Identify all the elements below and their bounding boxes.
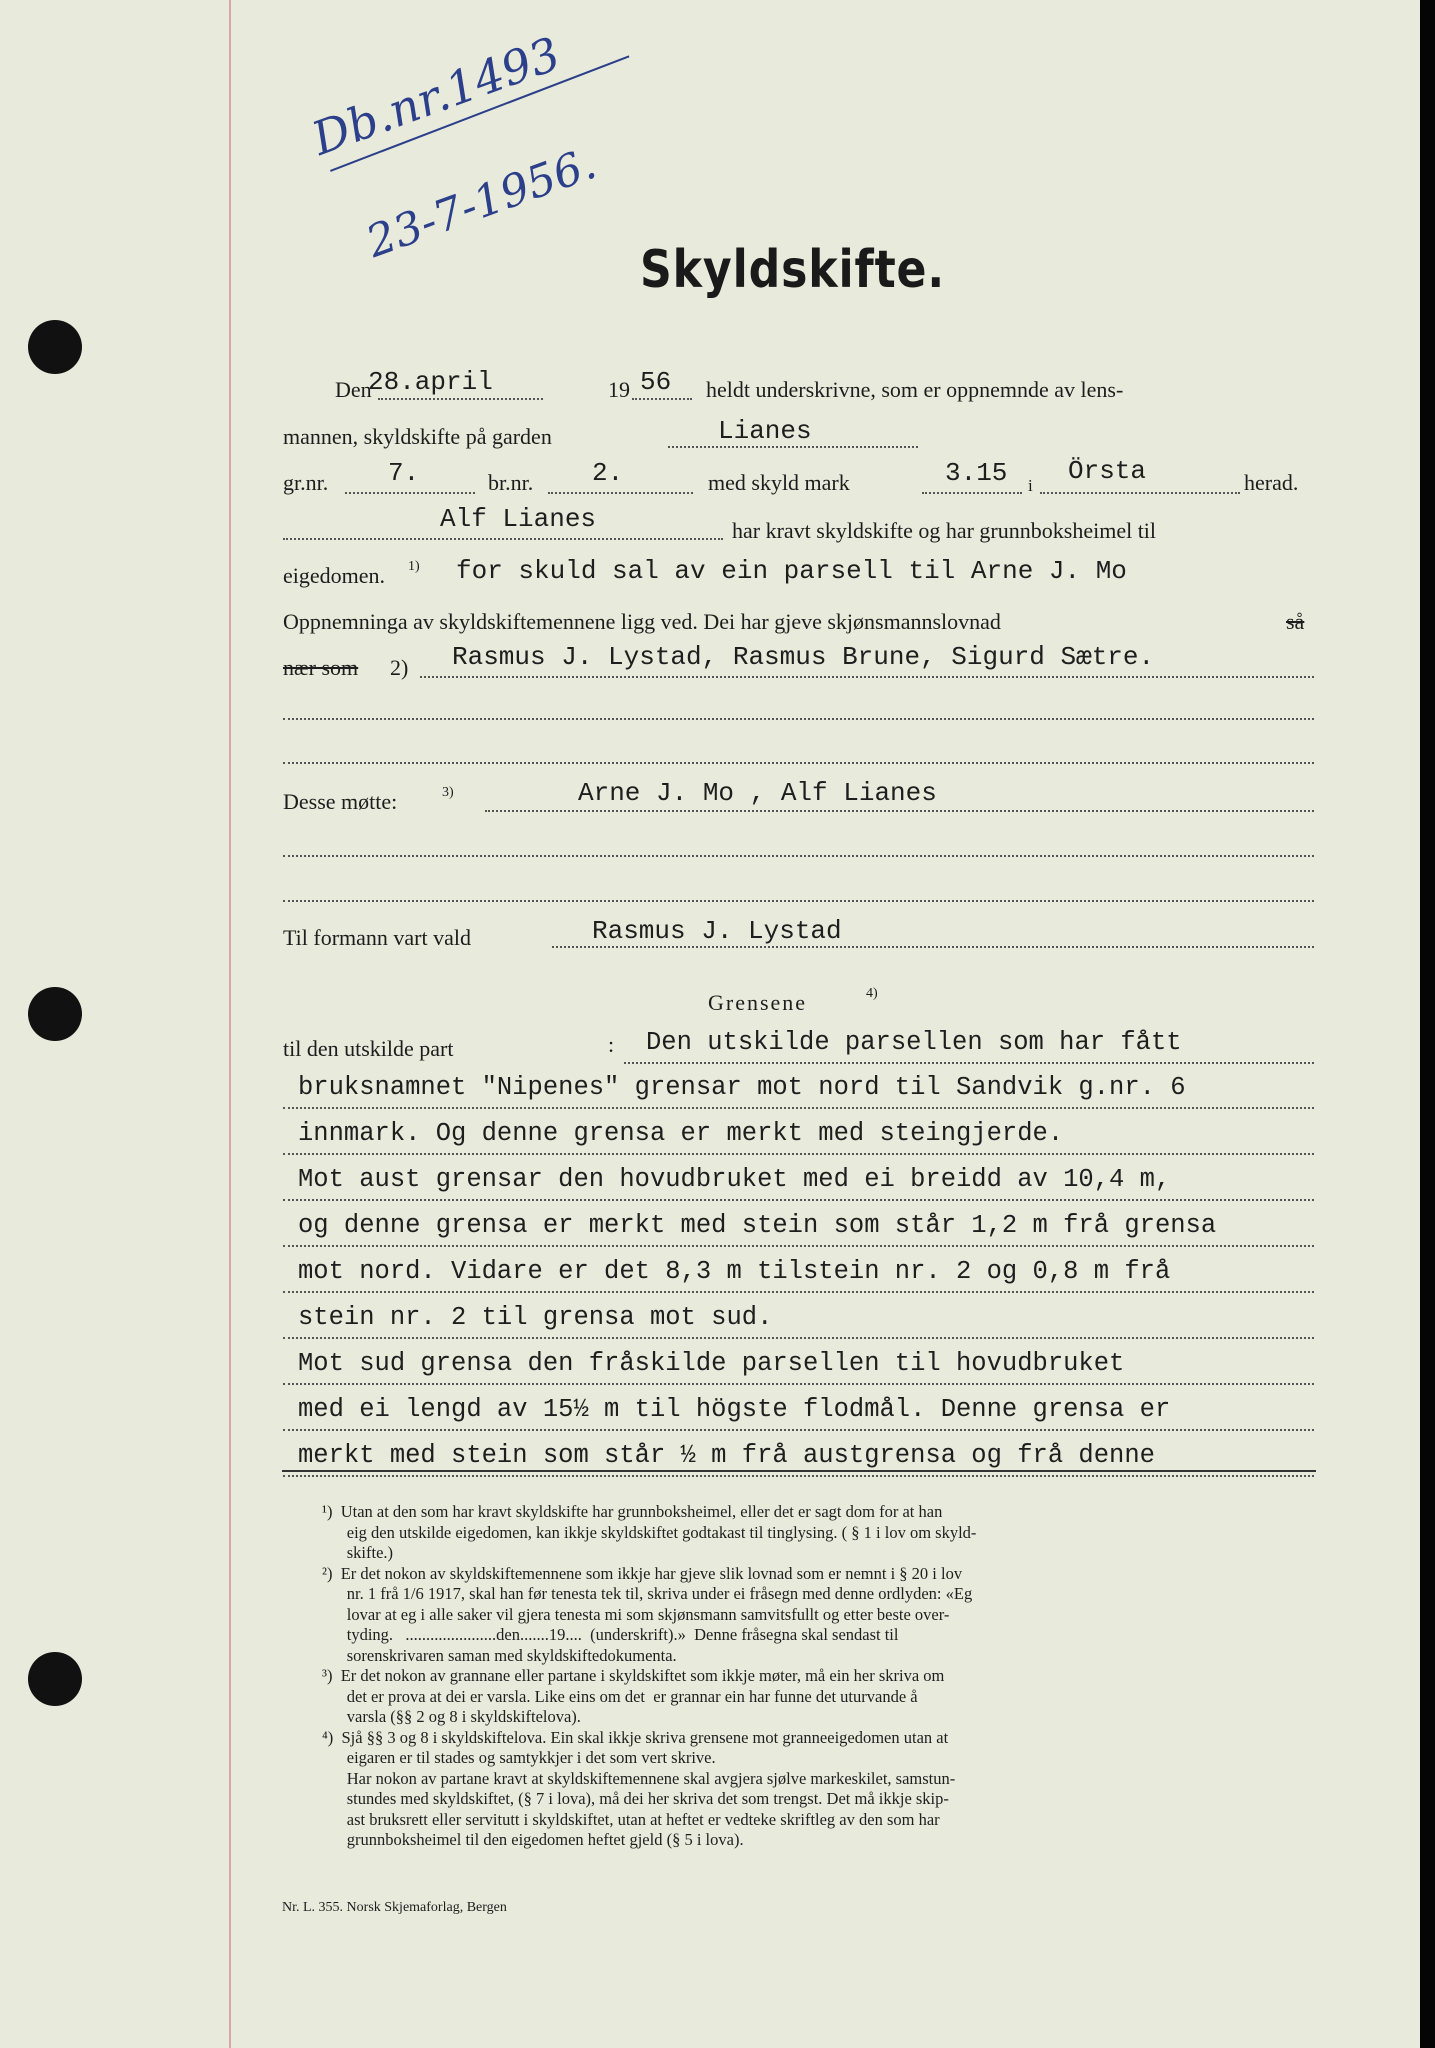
boundary-line: innmark. Og denne grensa er merkt med steingjerde. <box>298 1119 1064 1148</box>
punch-hole <box>28 1652 82 1706</box>
footnote-line: sorenskrivaren saman med skyldskiftedokumenta. <box>322 1645 677 1665</box>
boundary-line: med ei lengd av 15½ m til högste flodmål. Denne grensa er <box>298 1395 1171 1424</box>
footnote-line: ¹) Utan at den som har kravt skyldskifte har grunnboksheimel, eller det er sagt dom for at han <box>322 1502 943 1521</box>
boundary-line: Den utskilde parsellen som har fått <box>646 1028 1182 1057</box>
footnote-line: ³) Er det nokon av grannane eller partane i skyldskiftet som ikkje møter, må ein her skriva om <box>322 1666 945 1685</box>
eiged-value: for skuld sal av ein parsell til Arne J. Mo <box>456 556 1127 586</box>
margin-line <box>229 0 231 2048</box>
desse-label: Desse møtte: <box>283 789 398 814</box>
grensene-sup: 4) <box>866 986 878 1001</box>
handwritten-doc-number: Db.nr.1493 <box>305 26 568 166</box>
boundary-rule <box>283 1291 1314 1293</box>
boundary-line: merkt med stein som står ½ m frå austgrensa og frå denne <box>298 1441 1155 1470</box>
publisher-info: Nr. L. 355. Norsk Skjemaforlag, Bergen <box>282 1900 507 1915</box>
formann-value: Rasmus J. Lystad <box>592 916 842 946</box>
footnote-line: grunnboksheimel til den eigedomen heftet gjeld (§ 5 i lova). <box>322 1830 744 1849</box>
naer-som-strike: nær som <box>283 655 359 680</box>
boundary-line: Mot sud grensa den fråskilde parsellen til hovudbruket <box>298 1349 1125 1378</box>
footnote-line: tyding. ......................den.......19.... (underskrift).» Denne fråsegna skal sendast til <box>322 1625 899 1644</box>
footnote-line: nr. 1 frå 1/6 1917, skal han før tenesta tek til, skriva under ei fråsegn med denne ordlyden: «Eg <box>322 1584 973 1603</box>
boundary-rule <box>283 1153 1314 1155</box>
garden-value: Lianes <box>718 416 812 446</box>
claimant-value: Alf Lianes <box>440 504 597 534</box>
grensene-label: Grensene <box>708 990 808 1015</box>
herad-label: herad. <box>1244 470 1299 495</box>
grnr-label: gr.nr. <box>283 470 329 495</box>
oppnemning-text: Oppnemninga av skyldskiftemennene ligg ved. Dei har gjeve skjønsmannslovnad <box>283 609 1001 634</box>
intro-line2: mannen, skyldskifte på garden <box>283 424 552 449</box>
boundary-rule <box>283 1199 1314 1201</box>
den-label: Den <box>335 377 372 402</box>
boundary-rule <box>624 1062 1314 1064</box>
boundary-line: Mot aust grensar den hovudbruket med ei breidd av 10,4 m, <box>298 1165 1171 1194</box>
herad-value: Örsta <box>1068 456 1147 486</box>
footnote-line: Har nokon av partane kravt at skyldskiftemennene skal avgjera sjølve markeskilet, samstun- <box>322 1768 956 1788</box>
date-value: 28.april <box>368 367 493 397</box>
i-label: i <box>1028 476 1033 495</box>
footnote-line: ²) Er det nokon av skyldskiftemennene som ikkje har gjeve slik lovnad som er nemnt i § 20 i lov <box>322 1563 963 1583</box>
boundary-line: mot nord. Vidare er det 8,3 m tilstein nr. 2 og 0,8 m frå <box>298 1257 1171 1286</box>
boundary-rule <box>283 1383 1314 1385</box>
boundary-line: bruksnamnet "Nipenes" grensar mot nord til Sandvik g.nr. 6 <box>298 1073 1186 1102</box>
boundary-rule <box>283 1337 1314 1339</box>
boundary-line: stein nr. 2 til grensa mot sud. <box>298 1303 773 1332</box>
footnotes <box>322 1502 976 1851</box>
grnr-value: 7. <box>388 458 420 488</box>
desse-value: Arne J. Mo , Alf Lianes <box>578 778 937 808</box>
boundary-rule <box>283 1429 1314 1431</box>
eiged-label: eigedomen. <box>283 563 386 588</box>
formann-label: Til formann vart vald <box>283 925 471 950</box>
footnote-line: eig den utskilde eigedomen, kan ikkje skyldskiftet godtakast til tinglysing. ( § 1 i lov om skyld- <box>322 1522 977 1542</box>
footnote-line: skifte.) <box>322 1543 394 1562</box>
page-title: Skyldskifte. <box>640 240 946 300</box>
intro-line1: heldt underskrivne, som er oppnemnde av lens- <box>706 377 1124 402</box>
punch-hole <box>28 320 82 374</box>
boundary-rule <box>283 1245 1314 1247</box>
tilden-label: til den utskilde part <box>283 1036 454 1061</box>
footnote-line: eigaren er til stades og samtykkjer i det som vert skrive. <box>322 1748 716 1767</box>
footnote-line: lovar at eg i alle saker vil gjera tenesta mi som skjønsmann samvitsfullt og etter beste over- <box>322 1604 950 1624</box>
brnr-label: br.nr. <box>488 470 534 495</box>
year-value: 56 <box>640 367 672 397</box>
oppnemning-strike: så <box>1286 609 1305 634</box>
footnote-line: varsla (§§ 2 og 8 i skyldskiftelova). <box>322 1707 581 1726</box>
boundary-line: og denne grensa er merkt med stein som står 1,2 m frå grensa <box>298 1211 1217 1240</box>
footnote-line: ast bruksrett eller servitutt i skyldskiftet, utan at heftet er vedteke skriftleg av den som har <box>322 1809 940 1829</box>
punch-hole <box>28 987 82 1041</box>
skyld-value: 3.15 <box>945 458 1008 488</box>
year-prefix: 19 <box>608 377 630 402</box>
tilden-colon: : <box>608 1032 615 1057</box>
skyld-label: med skyld mark <box>708 470 850 495</box>
claimant-rest: har kravt skyldskifte og har grunnboksheimel til <box>732 518 1157 543</box>
boundary-rule <box>283 1107 1314 1109</box>
footnote-rule <box>282 1470 1316 1472</box>
naer-sup: 2) <box>390 655 409 680</box>
boundary-rule <box>283 1475 1314 1477</box>
eiged-sup: 1) <box>408 559 420 574</box>
footnote-line: stundes med skyldskiftet, (§ 7 i lova), må dei her skriva det som trengst. Det må ikkje skip- <box>322 1789 949 1808</box>
desse-sup: 3) <box>442 785 454 800</box>
footnote-line: ⁴) Sjå §§ 3 og 8 i skyldskiftelova. Ein skal ikkje skriva grensene mot granneeigedomen utan at <box>322 1727 949 1747</box>
footnote-line: det er prova at dei er varsla. Like eins om det er grannar ein har funne det uturvande å <box>322 1686 918 1706</box>
members-value: Rasmus J. Lystad, Rasmus Brune, Sigurd Sætre. <box>452 642 1155 672</box>
brnr-value: 2. <box>592 458 624 488</box>
handwritten-date: 23-7-1956. <box>360 138 603 268</box>
